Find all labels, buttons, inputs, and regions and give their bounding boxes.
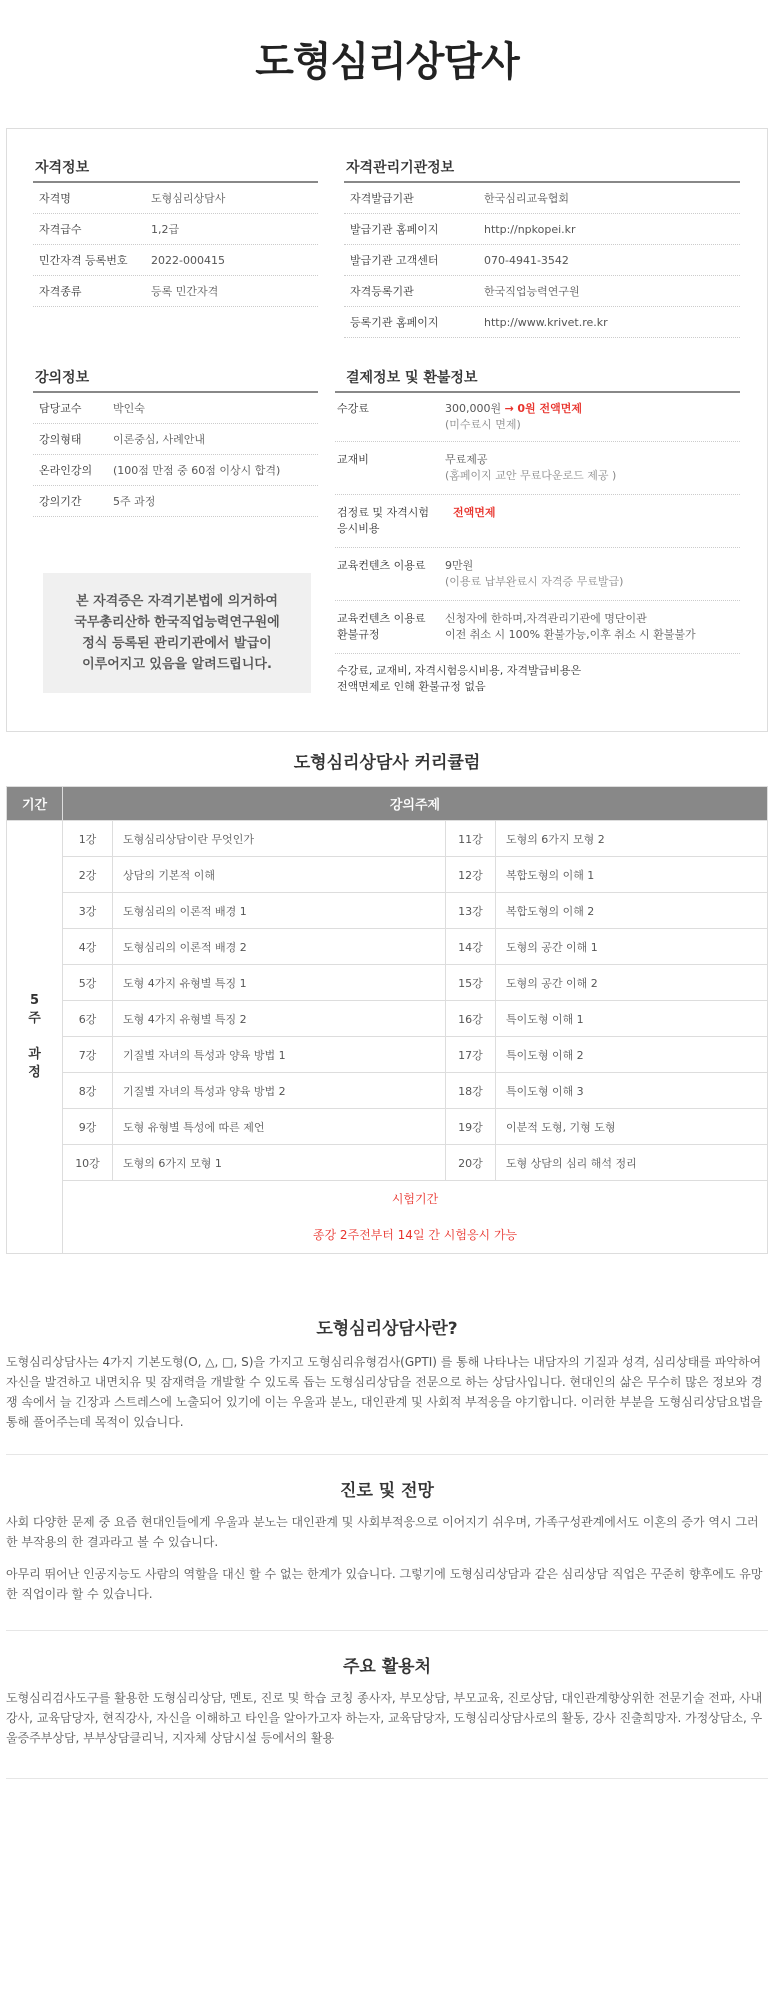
fee-free: 0원 전액면제 [517,402,582,415]
lecture-topic: 기질별 자녀의 특성과 양육 방법 1 [113,1037,446,1073]
curriculum-row [7,893,768,929]
curriculum-row [7,929,768,965]
cert-value: 2022-000415 [151,253,225,267]
divider [6,1454,768,1455]
agency-info-row [344,245,740,276]
usage-title: 주요 활용처 [342,1657,432,1677]
cert-value: 1,2급 [151,223,180,236]
agency-value: 070-4941-3542 [484,253,569,267]
lecture-key: 담당교수 [39,402,82,415]
divider [6,1778,768,1779]
agency-info-section [344,155,740,338]
payment-info-heading: 결제정보 및 환불정보 [335,365,740,393]
period-text: 주 [28,1011,41,1026]
exam-period-text: 종강 2주전부터 14일 간 시험응시 가능 [312,1228,518,1242]
lecture-topic: 도형 4가지 유형별 특징 1 [113,965,446,1001]
lecture-number: 15강 [445,965,495,1001]
payment-row-fee [335,393,740,442]
refund-value: 이전 취소 시 100% 환불가능,이후 취소 시 환불불가 [445,628,696,641]
lecture-topic: 복합도형의 이해 2 [495,893,767,929]
fee-note: (미수료시 면제) [445,418,521,431]
lecture-value: 5주 과정 [113,495,156,508]
lecture-topic: 상담의 기본적 이해 [113,857,446,893]
cert-key: 민간자격 등록번호 [39,254,128,267]
lecture-key: 온라인강의 [39,464,93,477]
agency-info-row [344,183,740,214]
lecture-number: 10강 [63,1145,113,1181]
lecture-key: 강의기간 [39,495,82,508]
agency-info-row [344,214,740,245]
lecture-number: 16강 [445,1001,495,1037]
curriculum-title: 도형심리상담사 커리큘럼 [293,753,481,773]
lecture-number: 20강 [445,1145,495,1181]
agency-key: 발급기관 홈페이지 [350,223,439,236]
exam-period-label: 시험기간 [391,1192,439,1206]
agency-value: 한국심리교육협회 [484,192,570,205]
lecture-number: 8강 [63,1073,113,1109]
cert-info-row [33,183,318,214]
cert-value: 등록 민간자격 [151,285,219,298]
agency-key: 자격발급기관 [350,192,414,205]
payment-info-section [335,365,740,694]
payment-row-refund [335,601,740,654]
exam-key: 응시비용 [337,522,380,535]
lecture-number: 1강 [63,821,113,857]
summary-line: 전액면제로 인해 환불규정 없음 [337,680,486,693]
lecture-number: 6강 [63,1001,113,1037]
agency-info-heading: 자격관리기관정보 [344,155,740,183]
content-value: 9만원 [445,559,474,572]
notice-line: 국무총리산하 한국직업능력연구원에 [74,615,280,630]
lecture-topic: 도형의 공간 이해 1 [495,929,767,965]
lecture-topic: 특이도형 이해 3 [495,1073,767,1109]
lecture-topic: 특이도형 이해 2 [495,1037,767,1073]
lecture-topic: 도형 4가지 유형별 특징 2 [113,1001,446,1037]
lecture-number: 9강 [63,1109,113,1145]
material-value: 무료제공 [445,453,488,466]
content-note: (이용료 납부완료시 자격증 무료발급) [445,575,624,588]
period-text: 5 [29,993,40,1008]
lecture-info-row [33,486,318,517]
lecture-info-row [33,455,318,486]
payment-row-content [335,548,740,601]
lecture-info-row [33,393,318,424]
cert-info-row [33,245,318,276]
about-text: 도형심리상담사는 4가지 기본도형(O, △, □, S)을 가지고 도형심리유형검사(GPTI) 를 통해 나타나는 내담자의 기질과 성격, 심리상태를 파악하여 자신을 발견하고 내면치유 및 잠재력을 개발할 수 있도록 돕는 도형심리상담을 전문으로 하는 상담사입니다. 현대인의 삶은 무수히 많은 정보와 경쟁 속에서 늘 긴장과 스트레스에 노출되어 있기에 이는 우울과 분노, 대인관계 및 사회적 부적응을 야기합니다. 이러한 부분을 도형심리상담요법을 통해 풀어주는데 목적이 있습니다. [6,1355,763,1429]
usage-text: 도형심리검사도구를 활용한 도형심리상담, 멘토, 진로 및 학습 코칭 종사자, 부모상담, 부모교육, 진로상담, 대인관계향상위한 전문기술 전파, 사내강사, 교육담당자, 현직강사, 자신을 이해하고 타인을 알아가고자 하는자, 교육담당자, 도형심리상담사로의 활동, 강사 진출희망자. 가정상담소, 우울증주부상담, 부부상담클리닉, 지자체 상담시설 등에서의 활용 [6,1691,763,1745]
lecture-topic: 기질별 자녀의 특성과 양육 방법 2 [113,1073,446,1109]
lecture-info-heading: 강의정보 [33,365,318,393]
career-text: 아무리 뛰어난 인공지능도 사람의 역할을 대신 할 수 없는 한계가 있습니다. 그렇기에 도형심리상담과 같은 심리상담 직업은 꾸준히 향후에도 유망한 직업이라 할 수 있습니다. [6,1567,763,1601]
curriculum-row [7,1073,768,1109]
cert-info-heading: 자격정보 [33,155,318,183]
period-cell [7,821,63,1254]
curriculum-row [7,1037,768,1073]
lecture-number: 13강 [445,893,495,929]
lecture-topic: 복합도형의 이해 1 [495,857,767,893]
curriculum-row [7,1109,768,1145]
lecture-number: 18강 [445,1073,495,1109]
notice-line: 이루어지고 있음을 알려드립니다. [82,657,272,672]
lecture-value: (100점 만점 중 60점 이상시 합격) [113,464,281,477]
notice-line: 정식 등록된 관리기관에서 발급이 [82,636,272,651]
cert-info-row [33,214,318,245]
cert-key: 자격종류 [39,285,82,298]
exam-value: 전액면제 [453,506,496,519]
career-text: 사회 다양한 문제 중 요즘 현대인들에게 우울과 분노는 대인관계 및 사회부적응으로 이어지기 쉬우며, 가족구성관계에서도 이혼의 증가 역시 그러한 부작용의 한 결과라고 볼 수 있습니다. [6,1515,759,1549]
fee-price: 300,000원 [445,402,502,415]
refund-key: 교육컨텐츠 이용료 [337,612,426,625]
lecture-number: 17강 [445,1037,495,1073]
lecture-key: 강의형태 [39,433,82,446]
lecture-topic: 도형의 공간 이해 2 [495,965,767,1001]
curriculum-row [7,857,768,893]
curriculum-row [7,821,768,857]
lecture-number: 19강 [445,1109,495,1145]
lecture-topic: 도형심리상담이란 무엇인가 [113,821,446,857]
payment-row-exam [335,495,740,548]
agency-key: 발급기관 고객센터 [350,254,439,267]
agency-homepage-link[interactable]: http://npkopei.kr [484,222,576,236]
payment-row-material [335,442,740,495]
material-note: (홈페이지 교안 무료다운로드 제공 ) [445,469,617,482]
lecture-info-row [33,424,318,455]
exam-period-cell [63,1181,768,1254]
lecture-number: 4강 [63,929,113,965]
content-key: 교육컨텐츠 이용료 [337,559,426,572]
lecture-topic: 도형심리의 이론적 배경 2 [113,929,446,965]
fee-arrow: → [504,402,514,415]
lecture-number: 12강 [445,857,495,893]
lecture-topic: 특이도형 이해 1 [495,1001,767,1037]
lecture-topic: 도형심리의 이론적 배경 1 [113,893,446,929]
exam-key: 검정료 및 자격시험 [337,506,430,519]
notice-line: 본 자격증은 자격기본법에 의거하여 [76,594,278,609]
cert-key: 자격명 [39,192,71,205]
lecture-info-section [33,365,318,517]
lecture-value: 박인숙 [113,402,145,415]
lecture-number: 14강 [445,929,495,965]
cert-info-row [33,276,318,307]
fee-key: 수강료 [337,402,369,415]
certification-notice [43,573,311,693]
refund-value: 신청자에 한하며,자격관리기관에 명단이관 [445,612,647,625]
material-key: 교재비 [337,453,369,466]
payment-summary [335,654,740,694]
curriculum-row [7,1001,768,1037]
lecture-number: 3강 [63,893,113,929]
header-topic: 강의주제 [63,787,768,821]
summary-line: 수강료, 교재비, 자격시험응시비용, 자격발급비용은 [337,664,582,677]
info-box [6,128,768,732]
career-title: 진로 및 전망 [340,1481,434,1501]
cert-value: 도형심리상담사 [151,192,226,205]
curriculum-row [7,1145,768,1181]
about-title: 도형심리상담사란? [316,1319,458,1339]
agency-key: 등록기관 홈페이지 [350,316,439,329]
curriculum-table [6,786,768,1254]
lecture-topic: 도형 유형별 특성에 따른 제언 [113,1109,446,1145]
cert-key: 자격급수 [39,223,82,236]
agency-value: 한국직업능력연구원 [484,285,580,298]
header-period: 기간 [7,787,63,821]
lecture-topic: 도형의 6가지 모형 1 [113,1145,446,1181]
cert-info-section [33,155,318,307]
lecture-number: 2강 [63,857,113,893]
agency-key: 자격등록기관 [350,285,414,298]
period-text: 정 [28,1065,41,1080]
lecture-topic: 이분적 도형, 기형 도형 [495,1109,767,1145]
period-text: 과 [28,1047,41,1062]
exam-period-row [7,1181,768,1254]
agency-info-row [344,307,740,338]
divider [6,1630,768,1631]
curriculum-header-row [7,787,768,821]
agency-info-row [344,276,740,307]
lecture-number: 11강 [445,821,495,857]
page-title: 도형심리상담사 [255,39,519,85]
lecture-value: 이론중심, 사례안내 [113,433,206,446]
lecture-topic: 도형의 6가지 모형 2 [495,821,767,857]
refund-key: 환불규정 [337,628,380,641]
curriculum-row [7,965,768,1001]
registry-homepage-link[interactable]: http://www.krivet.re.kr [484,315,608,329]
lecture-number: 5강 [63,965,113,1001]
lecture-number: 7강 [63,1037,113,1073]
lecture-topic: 도형 상담의 심리 해석 정리 [495,1145,767,1181]
